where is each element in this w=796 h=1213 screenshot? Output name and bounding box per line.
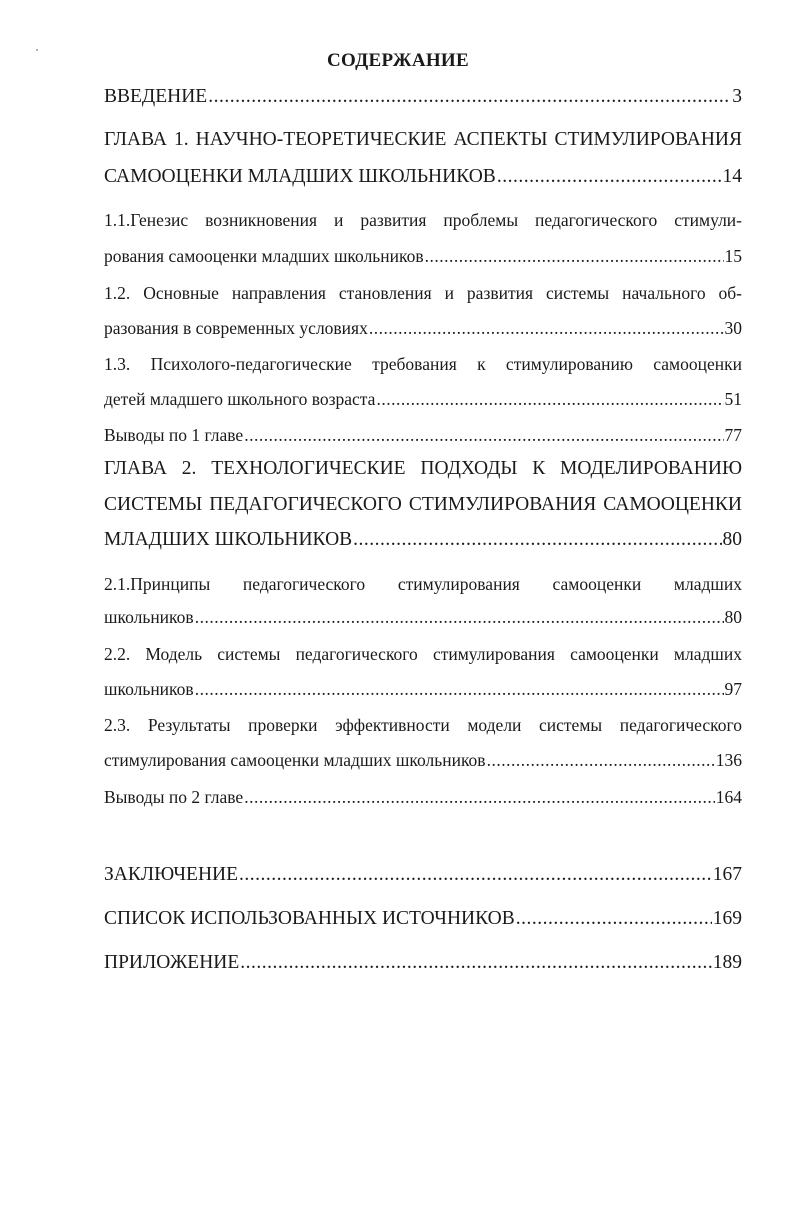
toc-entry-section-2-2[interactable]: [104, 679, 742, 700]
leader-dots: [487, 750, 715, 771]
toc-section-1-1-line1[interactable]: 1.1.Генезис возникновения и развития проблемы педагогического стимули-: [104, 210, 742, 230]
leader-dots: [353, 529, 721, 551]
leader-dots: [244, 425, 723, 446]
toc-entry-text: школьников: [104, 607, 194, 627]
toc-entry-conclusions-2[interactable]: [104, 787, 742, 808]
toc-page-number: 80: [722, 529, 742, 550]
toc-entry-chapter2[interactable]: [104, 529, 742, 551]
toc-entry-text: ПРИЛОЖЕНИЕ: [104, 952, 240, 973]
leader-dots: [239, 864, 712, 886]
leader-dots: [425, 246, 724, 267]
toc-section-1-3-line1[interactable]: 1.3. Психолого-педагогические требования к стимулированию самооценки: [104, 354, 742, 374]
toc-entry-conclusion[interactable]: [104, 864, 742, 886]
toc-entry-section-1-2[interactable]: [104, 318, 742, 339]
toc-section-2-3-line1[interactable]: 2.3. Результаты проверки эффективности модели системы педагогического: [104, 715, 742, 735]
toc-entry-text: САМООЦЕНКИ МЛАДШИХ ШКОЛЬНИКОВ: [104, 166, 496, 187]
toc-entry-conclusions-1[interactable]: [104, 425, 742, 446]
toc-entry-text: ЗАКЛЮЧЕНИЕ: [104, 864, 239, 885]
toc-entry-text: школьников: [104, 679, 194, 699]
toc-page-number: 167: [712, 864, 742, 885]
toc-page-number: 15: [724, 246, 742, 266]
toc-entry-section-2-1[interactable]: [104, 607, 742, 628]
toc-section-2-1-line1[interactable]: 2.1.Принципы педагогического стимулирования самооценки младших: [104, 574, 742, 594]
toc-entry-text: Выводы по 2 главе: [104, 787, 244, 807]
toc-entry-section-2-3[interactable]: [104, 750, 742, 771]
toc-entry-references[interactable]: [104, 908, 742, 930]
toc-page-number: 51: [724, 389, 742, 409]
toc-chapter2-line1[interactable]: ГЛАВА 2. ТЕХНОЛОГИЧЕСКИЕ ПОДХОДЫ К МОДЕЛИРОВАНИЮ: [104, 458, 742, 479]
toc-page-number: 164: [715, 787, 742, 807]
toc-section-2-2-line1[interactable]: 2.2. Модель системы педагогического стимулирования самооценки младших: [104, 644, 742, 664]
toc-entry-text: разования в современных условиях: [104, 318, 368, 338]
leader-dots: [376, 389, 723, 410]
toc-page-number: 3: [732, 86, 742, 107]
toc-entry-appendix[interactable]: [104, 952, 742, 974]
toc-page-number: 30: [724, 318, 742, 338]
toc-entry-text: СПИСОК ИСПОЛЬЗОВАННЫХ ИСТОЧНИКОВ: [104, 908, 515, 929]
toc-page-number: 77: [724, 425, 742, 445]
toc-page-number: 169: [712, 908, 742, 929]
toc-page-number: 80: [724, 607, 742, 627]
toc-entry-chapter1[interactable]: [104, 166, 742, 188]
leader-dots: [208, 86, 731, 108]
toc-entry-text: Выводы по 1 главе: [104, 425, 244, 445]
toc-entry-intro[interactable]: [104, 86, 742, 108]
leader-dots: [195, 679, 724, 700]
toc-entry-section-1-3[interactable]: [104, 389, 742, 410]
toc-page-number: 97: [724, 679, 742, 699]
page-title: СОДЕРЖАНИЕ: [327, 50, 469, 71]
toc-entry-text: детей младшего школьного возраста: [104, 389, 376, 409]
leader-dots: [369, 318, 724, 339]
toc-entry-text: МЛАДШИХ ШКОЛЬНИКОВ: [104, 529, 353, 550]
toc-entry-text: ВВЕДЕНИЕ: [104, 86, 208, 107]
toc-page-number: 14: [722, 166, 742, 187]
toc-chapter1-line1[interactable]: ГЛАВА 1. НАУЧНО-ТЕОРЕТИЧЕСКИЕ АСПЕКТЫ СТИМУЛИРОВАНИЯ: [104, 129, 742, 150]
toc-entry-section-1-1[interactable]: [104, 246, 742, 267]
toc-page-number: 136: [715, 750, 742, 770]
toc-entry-text: стимулирования самооценки младших школьников: [104, 750, 486, 770]
toc-section-1-2-line1[interactable]: 1.2. Основные направления становления и развития системы начального об-: [104, 283, 742, 303]
toc-entry-text: рования самооценки младших школьников: [104, 246, 424, 266]
leader-dots: [516, 908, 712, 930]
leader-dots: [195, 607, 724, 628]
leader-dots: [240, 952, 711, 974]
toc-page-number: 189: [712, 952, 742, 973]
toc-chapter2-line2[interactable]: СИСТЕМЫ ПЕДАГОГИЧЕСКОГО СТИМУЛИРОВАНИЯ САМООЦЕНКИ: [104, 494, 742, 515]
leader-dots: [244, 787, 715, 808]
leader-dots: [497, 166, 722, 188]
